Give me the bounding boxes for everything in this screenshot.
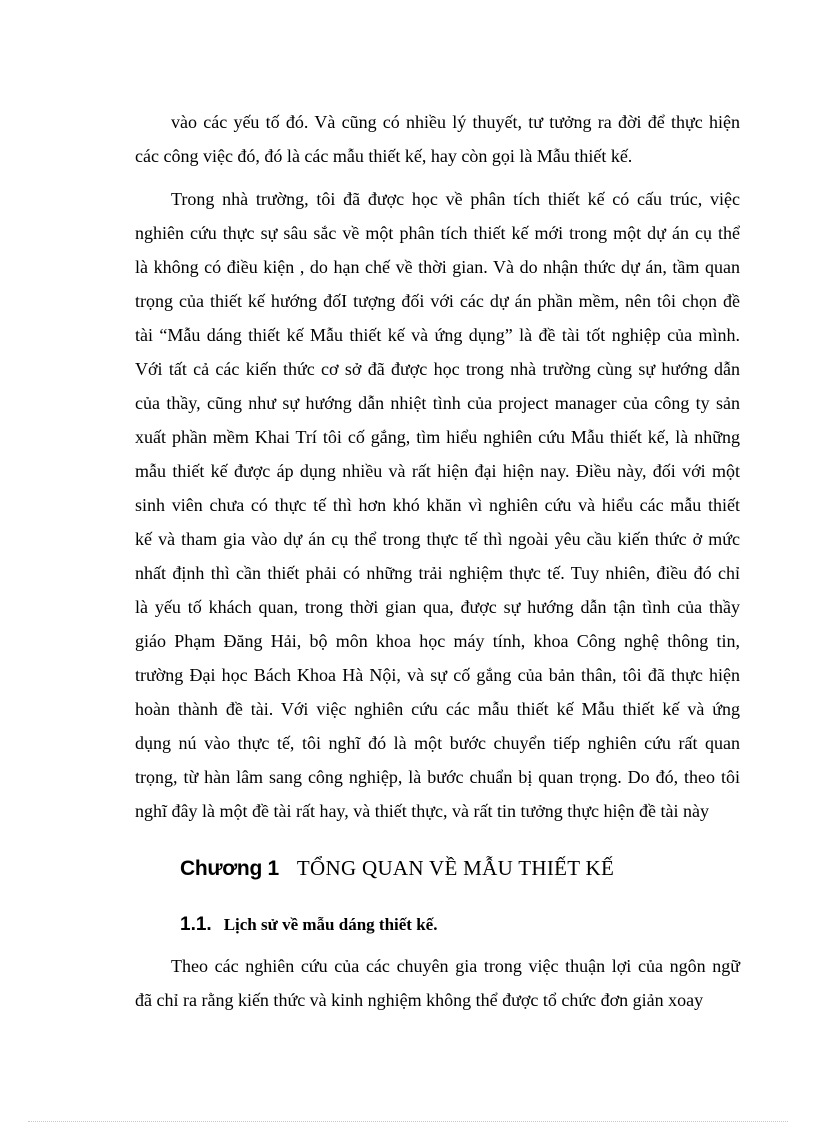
chapter-number: Chương 1	[180, 857, 279, 880]
body-line: mẫu thiết kế được áp dụng nhiều và rất hiện đại hiện nay. Điều này, đối với một	[135, 461, 740, 481]
section-title: Lịch sử về mẫu dáng thiết kế.	[223, 915, 438, 934]
body-line: đã chỉ ra rằng kiến thức và kinh nghiệm không thể được tổ chức đơn giản xoay	[135, 990, 704, 1010]
body-line: Theo các nghiên cứu của các chuyên gia trong việc thuận lợi của ngôn ngữ	[171, 956, 740, 976]
page-bottom-divider	[28, 1121, 788, 1122]
body-line: Trong nhà trường, tôi đã được học về phân tích thiết kế có cấu trúc, việc	[171, 189, 740, 209]
section-heading	[180, 913, 437, 938]
body-line: dụng nú vào thực tế, tôi nghĩ đó là một bước chuyển tiếp nghiên cứu rất quan	[135, 733, 740, 753]
body-line: sinh viên chưa có thực tế thì hơn khó khăn vì nghiên cứu và hiểu các mẫu thiết	[135, 495, 740, 515]
body-line: vào các yếu tố đó. Và cũng có nhiều lý thuyết, tư tưởng ra đời để thực hiện	[171, 112, 740, 132]
body-line: trường Đại học Bách Khoa Hà Nội, và sự cố gắng của bản thân, tôi đã thực hiện	[135, 665, 740, 685]
body-line: trọng, từ hàn lâm sang công nghiệp, là bước chuẩn bị quan trọng. Do đó, theo tôi	[135, 767, 740, 787]
body-line: xuất phần mềm Khai Trí tôi cố gắng, tìm hiểu nghiên cứu Mẫu thiết kế, là những	[135, 427, 740, 447]
chapter-title: TỔNG QUAN VỀ MẪU THIẾT KẾ	[296, 856, 615, 880]
body-line: trọng của thiết kế hướng đốI tượng đối với các dự án phần mềm, nên tôi chọn đề	[135, 291, 740, 311]
body-line: nghĩ đây là một đề tài rất hay, và thiết thực, và rất tin tưởng thực hiện đề tài này	[135, 801, 709, 821]
body-line: kế và tham gia vào dự án cụ thể trong thực tế thì ngoài yêu cầu kiến thức ở mức	[135, 529, 740, 549]
body-line: các công việc đó, đó là các mẫu thiết kế, hay còn gọi là Mẫu thiết kế.	[135, 146, 633, 166]
body-line: Với tất cả các kiến thức cơ sở đã được học trong nhà trường cùng sự hướng dẫn	[135, 359, 740, 379]
body-line: nghiên cứu thực sự sâu sắc về một phân tích thiết kế mới trong một dự án cụ thể	[135, 223, 740, 243]
body-line: là yếu tố khách quan, trong thời gian qua, được sự hướng dẫn tận tình của thầy	[135, 597, 740, 617]
body-line: là không có điều kiện , do hạn chế về thời gian. Và do nhận thức dự án, tầm quan	[135, 257, 740, 277]
body-line: giáo Phạm Đăng Hải, bộ môn khoa học máy tính, khoa Công nghệ thông tin,	[135, 631, 740, 651]
body-line: nhất định thì cần thiết phải có những trải nghiệm thực tế. Tuy nhiên, điều đó chỉ	[135, 563, 740, 583]
body-line: của thầy, cũng như sự hướng dẫn nhiệt tình của project manager của công ty sản	[135, 393, 740, 413]
body-line: hoàn thành đề tài. Với việc nghiên cứu các mẫu thiết kế Mẫu thiết kế và ứng	[135, 699, 740, 719]
body-line: tài “Mẫu dáng thiết kế Mẫu thiết kế và ứng dụng” là đề tài tốt nghiệp của mình.	[135, 325, 740, 345]
section-number: 1.1.	[180, 914, 212, 935]
chapter-heading	[180, 856, 614, 883]
